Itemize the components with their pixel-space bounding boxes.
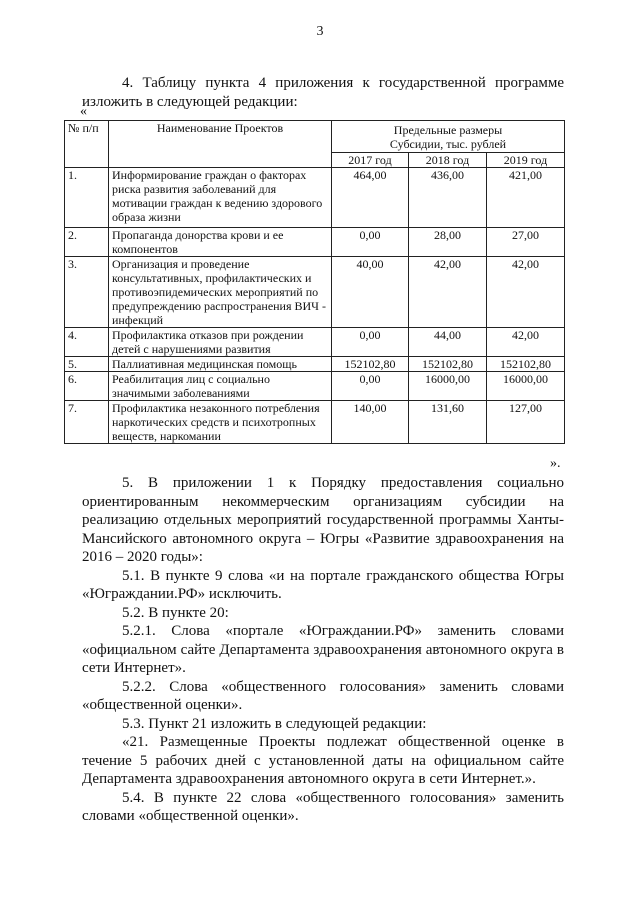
row-value-2018: 436,00: [409, 168, 487, 228]
quote-close: ».: [550, 456, 561, 471]
row-name: Организация и проведение консультативных, профилактических и противоэпидемических мероприятий по предупреждению распространения ВИЧ - инфекций: [109, 257, 332, 328]
row-value-2019: 421,00: [487, 168, 565, 228]
row-value-2019: 16000,00: [487, 372, 565, 401]
table-row: [65, 401, 565, 444]
table-row: [65, 357, 565, 372]
header-year-2018: 2018 год: [409, 153, 487, 168]
row-value-2017: 464,00: [332, 168, 409, 228]
intro-paragraph: [82, 74, 564, 112]
row-value-2017: 0,00: [332, 228, 409, 257]
row-value-2019: 127,00: [487, 401, 565, 444]
row-value-2018: 16000,00: [409, 372, 487, 401]
row-num: 1.: [65, 168, 109, 228]
row-value-2018: 131,60: [409, 401, 487, 444]
page-number: 3: [316, 24, 324, 39]
row-num: 3.: [65, 257, 109, 328]
row-num: 5.: [65, 357, 109, 372]
table-row: [65, 228, 565, 257]
header-limits: Предельные размеры Субсидии, тыс. рублей: [332, 121, 565, 153]
row-value-2017: 0,00: [332, 372, 409, 401]
header-num: № п/п: [65, 121, 109, 168]
paragraph: 5.1. В пункте 9 слова «и на портале гражданского общества Югры «Юграждании.РФ» исключить.: [82, 567, 564, 602]
table-row: [65, 328, 565, 357]
row-value-2019: 42,00: [487, 328, 565, 357]
paragraph: 5. В приложении 1 к Порядку предоставления социально ориентированным некоммерческим организациям субсидии на реализацию отдельных мероприятий государственной программы Ханты-Мансийского автономного округа – Югры «Развитие здравоохранения на 2016 – 2020 годы»:: [82, 475, 564, 565]
row-value-2019: 152102,80: [487, 357, 565, 372]
table-row: [65, 168, 565, 228]
intro-text: 4. Таблицу пункта 4 приложения к государственной программе изложить в следующей редакции:: [82, 75, 564, 110]
row-name: Реабилитация лиц с социально значимыми заболеваниями: [109, 372, 332, 401]
table-row: [65, 372, 565, 401]
row-value-2018: 152102,80: [409, 357, 487, 372]
row-value-2017: 40,00: [332, 257, 409, 328]
row-value-2019: 27,00: [487, 228, 565, 257]
paragraph: 5.2.1. Слова «портале «Юграждании.РФ» заменить словами «официальном сайте Департамента здравоохранения автономного округа в сети Интернет».: [82, 623, 564, 676]
row-num: 6.: [65, 372, 109, 401]
paragraph: 5.4. В пункте 22 слова «общественного голосования» заменить словами «общественной оценки».: [82, 789, 564, 824]
row-name: Профилактика отказов при рождении детей с нарушениями развития: [109, 328, 332, 357]
row-value-2018: 42,00: [409, 257, 487, 328]
table-row: [65, 257, 565, 328]
row-num: 7.: [65, 401, 109, 444]
table-header-row: [65, 121, 565, 153]
row-name: Паллиативная медицинская помощь: [109, 357, 332, 372]
row-value-2019: 42,00: [487, 257, 565, 328]
row-num: 2.: [65, 228, 109, 257]
row-value-2017: 0,00: [332, 328, 409, 357]
row-num: 4.: [65, 328, 109, 357]
row-name: Профилактика незаконного потребления наркотических средств и психотропных веществ, наркомании: [109, 401, 332, 444]
paragraph: 5.3. Пункт 21 изложить в следующей редакции:: [122, 715, 427, 732]
quote-open: «: [80, 104, 87, 119]
paragraph: «21. Размещенные Проекты подлежат общественной оценке в течение 5 рабочих дней с установленной даты на официальном сайте Департамента здравоохранения автономного округа в сети Интернет.».: [82, 734, 564, 787]
row-name: Пропаганда донорства крови и ее компонентов: [109, 228, 332, 257]
row-value-2018: 28,00: [409, 228, 487, 257]
paragraph: 5.2.2. Слова «общественного голосования» заменить словами «общественной оценки».: [82, 678, 564, 713]
row-value-2018: 44,00: [409, 328, 487, 357]
amendments-text: [82, 474, 564, 826]
header-name: Наименование Проектов: [109, 121, 332, 168]
row-name: Информирование граждан о факторах риска развития заболеваний для мотивации граждан к ведению здорового образа жизни: [109, 168, 332, 228]
paragraph: 5.2. В пункте 20:: [122, 604, 229, 621]
header-year-2017: 2017 год: [332, 153, 409, 168]
projects-table: [64, 120, 565, 444]
row-value-2017: 140,00: [332, 401, 409, 444]
header-year-2019: 2019 год: [487, 153, 565, 168]
row-value-2017: 152102,80: [332, 357, 409, 372]
